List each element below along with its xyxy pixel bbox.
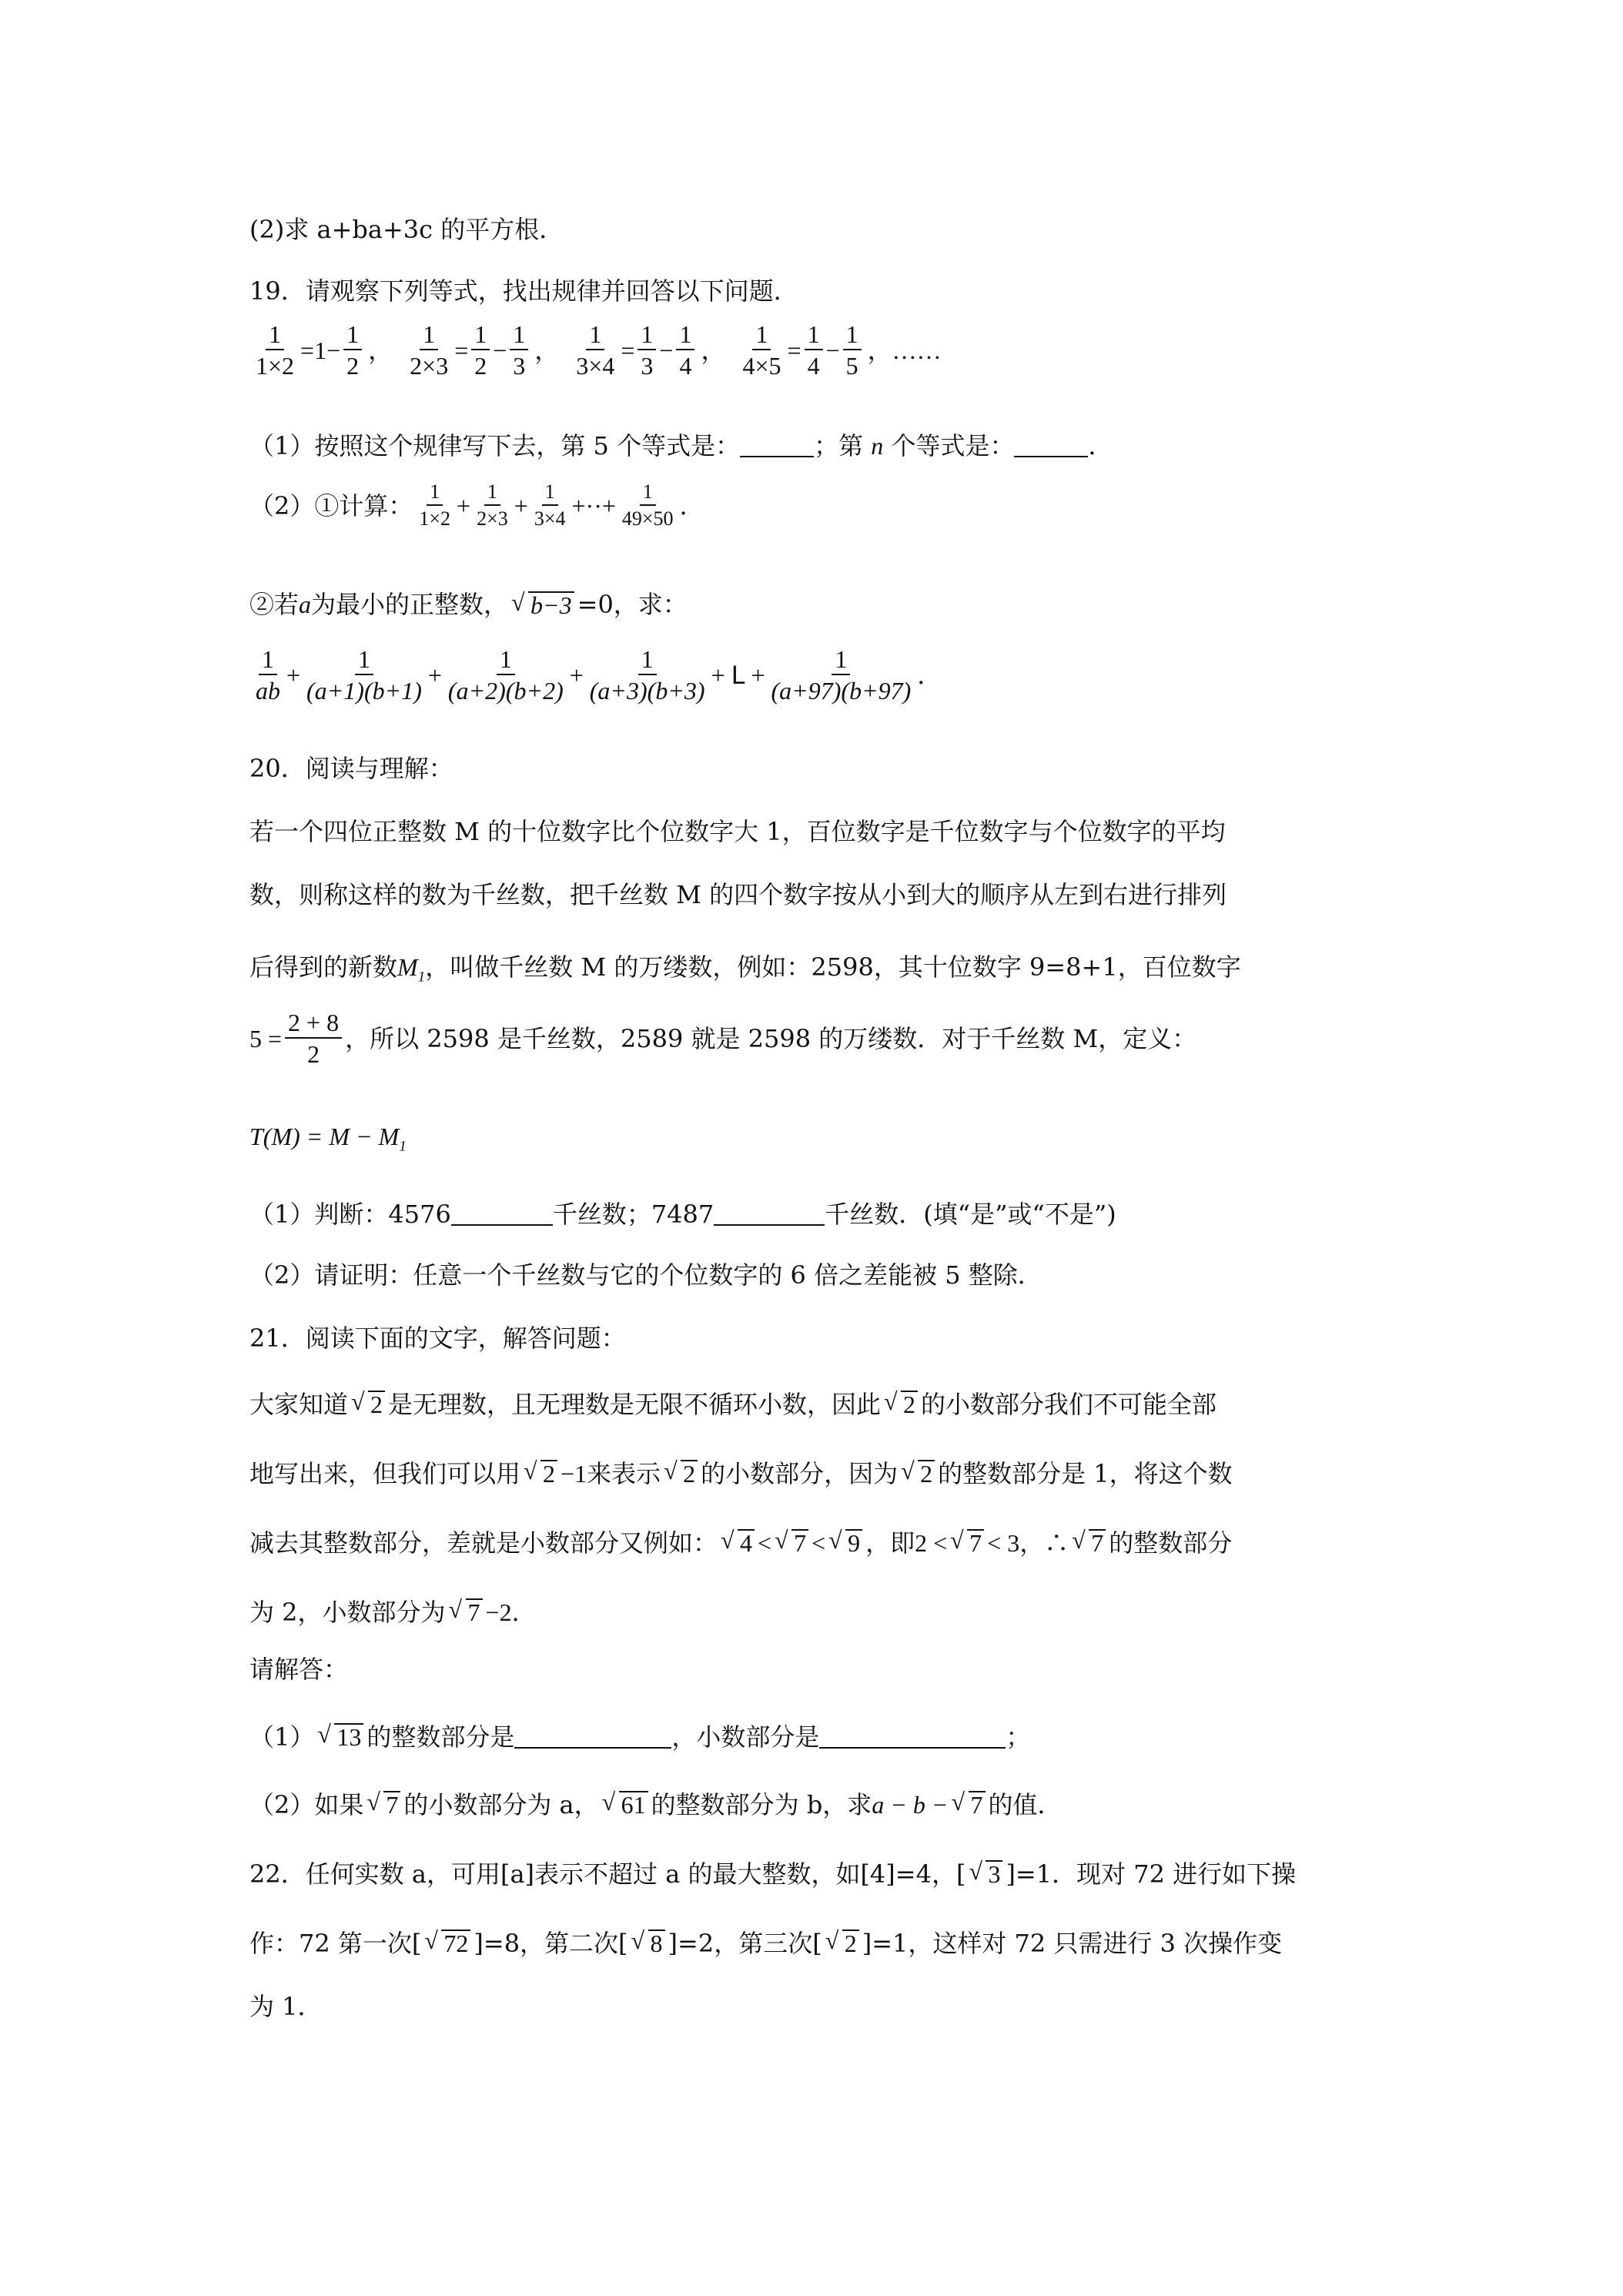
- q19-part2b-condition: ②若 a 为最小的正整数， √ b−3 =0，求：: [249, 588, 688, 619]
- eq3-lhs-fraction: $\frac{1}{3\times 4}$: [576, 320, 615, 380]
- q19-title: 19．请观察下列等式，找出规律并回答以下问题．: [249, 276, 798, 306]
- q22-line3: 为 1．: [249, 1992, 323, 2021]
- q20-para4: 5 = $\frac{2 + 8}{2}$ ，所以 2598 是千丝数，2589 就是 2598 的万缕数．对于千丝数 M，定义：: [249, 1009, 1197, 1068]
- q20-para3: 后得到的新数$M_1$，叫做千丝数 M 的万缕数，例如：2598，其十位数字 9=8+1，百位数字: [249, 952, 1241, 986]
- eq4-lhs-fraction: $\frac{1}{4\times 5}$: [742, 320, 781, 380]
- q21-title: 21．阅读下面的文字，解答问题：: [249, 1324, 626, 1353]
- q21-part2: （2）如果 √ 7 的小数部分为 a， √ 61 的整数部分为 b，求a − b − √ 7 的值．: [249, 1788, 1062, 1819]
- q20-title: 20．阅读与理解：: [249, 754, 453, 783]
- q21-line3: 减去其整数部分，差就是小数部分又例如： √ 4 < √ 7 < √ 9 ，即2 < √ 7 < 3，∴ √ 7 的整数部分: [249, 1526, 1233, 1558]
- document-page: [249, 0, 1404, 2296]
- q21-line2: 地写出来，但我们可以用 √ 2 −1来表示 √ 2 的小数部分，因为 √ 2 的整数部分是 1，将这个数: [249, 1457, 1233, 1488]
- answer-blank-7487[interactable]: [714, 1201, 825, 1226]
- q21-line4: 为 2，小数部分为 √ 7 −2．: [249, 1595, 537, 1627]
- eq1-rhs-fraction: $\frac{1}{2}$: [343, 322, 362, 378]
- eq2-lhs-fraction: $\frac{1}{2\times 3}$: [410, 320, 449, 380]
- answer-blank-integer-part[interactable]: [514, 1724, 671, 1749]
- q21-ask: 请解答：: [249, 1655, 349, 1684]
- q19-part1: （1）按照这个规律写下去，第 5 个等式是： ；第 n 个等式是： ．: [249, 431, 1113, 460]
- q20-para1: 若一个四位正整数 M 的十位数字比个位数字大 1，百位数字是千位数字与个位数字的平均: [249, 817, 1226, 846]
- q20-part2: （2）请证明：任意一个千丝数与它的个位数字的 6 倍之差能被 5 整除．: [249, 1260, 1042, 1290]
- q20-part1: （1）判断：4576 千丝数；7487 千丝数．(填“是”或“不是”): [249, 1200, 1116, 1229]
- answer-blank-5th-equation[interactable]: [740, 433, 814, 457]
- q20-para2: 数，则称这样的数为千丝数，把千丝数 M 的四个数字按从小到大的顺序从左到右进行排列: [249, 880, 1227, 909]
- q19-pattern-equations: $\frac{1}{1\times 2}$ = 1 − $\frac{1}{2}$ ， $\frac{1}{2\times 3}$ = $\frac{1}{2}$ − $\frac{1}{3}$ ， $\frac{1}{3\times 4}$ = $\frac{1}{3}$ − $\frac{1}{4}$ ， $\frac{1}{4\times 5}$ = $\frac{1}{4}$ − $\frac{1}{5}$ ， ……: [249, 322, 942, 378]
- q18-part2: (2)求 a+ba+3c 的平方根．: [249, 215, 564, 244]
- q20-definition: $T(M) = M - M_1$: [249, 1123, 407, 1155]
- q21-part1: （1） √ 13 的整数部分是 ，小数部分是 ；: [249, 1720, 1031, 1752]
- eq1-lhs-fraction: $\frac{1}{1\times 2}$: [256, 320, 295, 380]
- answer-blank-4576[interactable]: [451, 1201, 553, 1226]
- q22-line2: 作：72 第一次[ √ 72 ]=8，第二次[ √ 8 ]=2，第三次[ √ 2 ]=1，这样对 72 只需进行 3 次操作变: [249, 1926, 1283, 1958]
- q19-part2-compute: （2）①计算： $\frac{1}{1\times 2}$ + $\frac{1}{2\times 3}$ + $\frac{1}{3\times 4}$ +··+ $\frac{1}{49\times 50}$ ．: [249, 480, 704, 530]
- answer-blank-decimal-part[interactable]: [819, 1724, 1006, 1749]
- q21-line1: 大家知道 √ 2 是无理数，且无理数是无限不循环小数，因此 √ 2 的小数部分我们不可能全部: [249, 1387, 1217, 1419]
- sqrt-expression: √ b−3: [511, 591, 574, 618]
- q19-sum-expression: $\frac{1}{ab}$ + $\frac{1}{(a+1)(b+1)}$ + $\frac{1}{(a+2)(b+2)}$ + $\frac{1}{(a+3)(b+3)}$ + L + $\frac{1}{(a+97)(b+97)}$ ．: [256, 645, 942, 705]
- answer-blank-nth-equation[interactable]: [1014, 433, 1088, 457]
- q22-line1: 22．任何实数 a，可用[a]表示不超过 a 的最大整数，如[4]=4，[ √ 3 ]=1．现对 72 进行如下操: [249, 1857, 1297, 1889]
